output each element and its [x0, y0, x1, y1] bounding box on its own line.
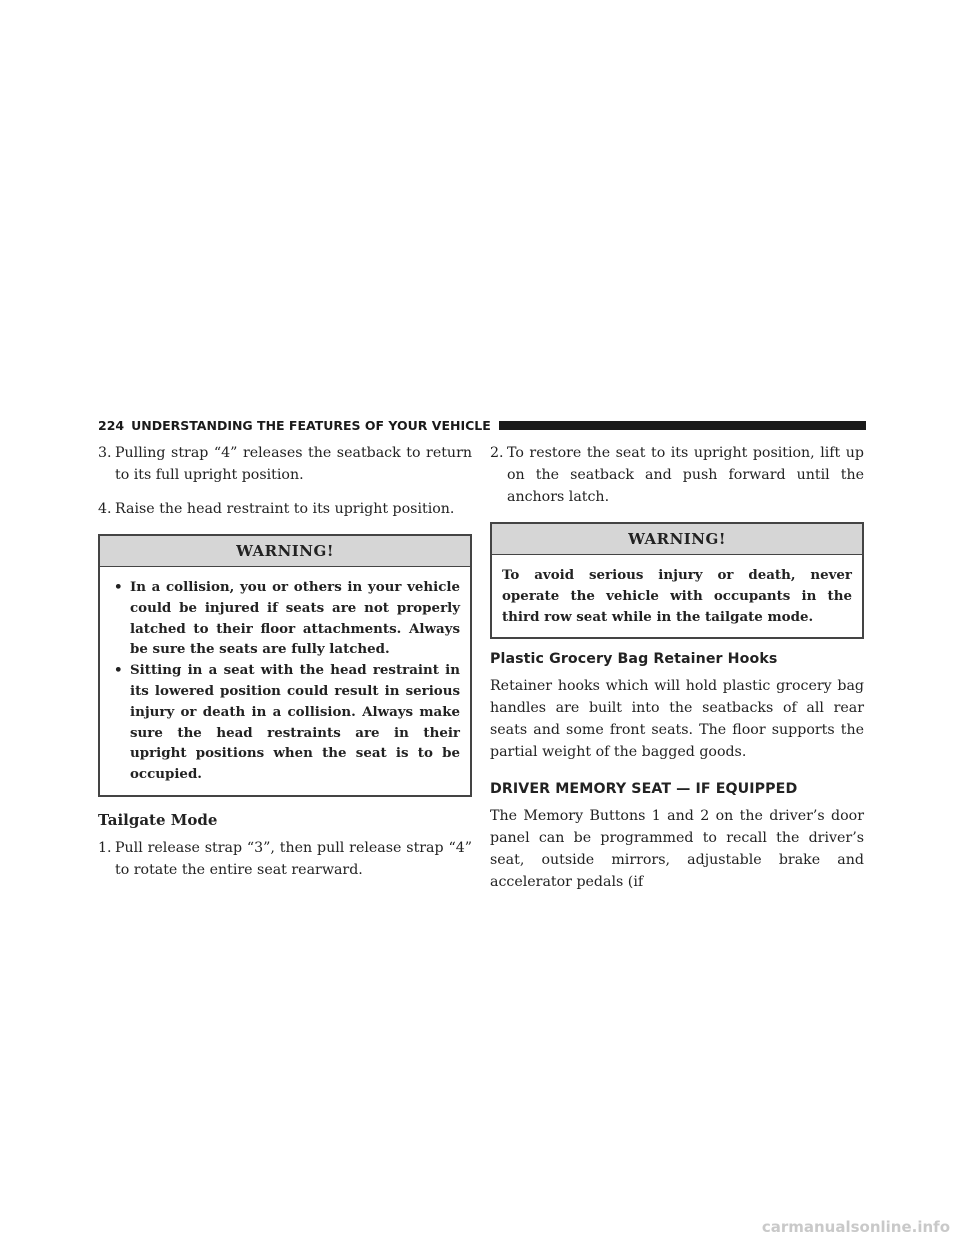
warning-bullet-text: In a collision, you or others in your vehicle could be injured if seats are not properly latched to their floor attachments. Always be sure the seats are fully latched. — [130, 579, 460, 658]
step-3 — [98, 442, 472, 486]
warning-title: WARNING! — [100, 536, 470, 567]
grocery-hooks-heading: Plastic Grocery Bag Retainer Hooks — [490, 651, 778, 668]
step-number: 1. — [98, 839, 112, 856]
step-text: Raise the head restraint to its upright position. — [115, 501, 455, 517]
step-text: Pulling strap “4” releases the seatback to return to its full upright position. — [115, 445, 472, 483]
warning-body — [100, 567, 470, 795]
tailgate-step-2 — [490, 442, 864, 508]
grocery-hooks-text: Retainer hooks which will hold plastic grocery bag handles are built into the seatbacks of all rear seats and some front seats. The floor supports the partial weight of the bagged goods. — [490, 678, 864, 761]
warning-text: To avoid serious injury or death, never operate the vehicle with occupants in the third row seat while in the tailgate mode. — [502, 567, 852, 625]
warning-bullet-text: Sitting in a seat with the head restraint in its lowered position could result in serious injury or death in a collision. Always make sure the head restraints are in their upright positions when the seat is to be occupied. — [130, 662, 460, 783]
step-4 — [98, 498, 472, 520]
step-text: To restore the seat to its upright position, lift up on the seatback and push forward until the anchors latch. — [507, 445, 864, 505]
watermark-logo: carmanualsonline.info — [761, 1218, 950, 1236]
memory-seat-heading: DRIVER MEMORY SEAT — IF EQUIPPED — [490, 781, 798, 798]
step-number: 3. — [98, 445, 112, 461]
tailgate-mode-heading: Tailgate Mode — [98, 810, 218, 829]
section-title: UNDERSTANDING THE FEATURES OF YOUR VEHICLE — [131, 417, 491, 433]
warning-bullet — [110, 577, 460, 660]
step-number: 2. — [490, 445, 504, 461]
page-header — [98, 415, 866, 435]
warning-box-seat-latch — [98, 534, 472, 797]
page-number: 224 — [98, 417, 125, 433]
warning-title: WARNING! — [492, 524, 862, 555]
bullet-icon: • — [114, 662, 123, 679]
right-column — [490, 442, 864, 893]
memory-seat-text: The Memory Buttons 1 and 2 on the driver’s door panel can be programmed to recall the driver’s seat, outside mirrors, adjustable brake and accelerator pedals (if — [490, 808, 864, 891]
warning-bullet — [110, 660, 460, 785]
bullet-icon: • — [114, 579, 123, 595]
step-number: 4. — [98, 501, 112, 517]
tailgate-step-1 — [98, 837, 472, 881]
step-text: Pull release strap “3”, then pull release strap “4” to rotate the entire seat rearward. — [115, 839, 472, 878]
warning-box-third-row — [490, 522, 864, 639]
left-column — [98, 442, 472, 881]
warning-body — [492, 555, 862, 637]
header-rule — [499, 421, 866, 430]
